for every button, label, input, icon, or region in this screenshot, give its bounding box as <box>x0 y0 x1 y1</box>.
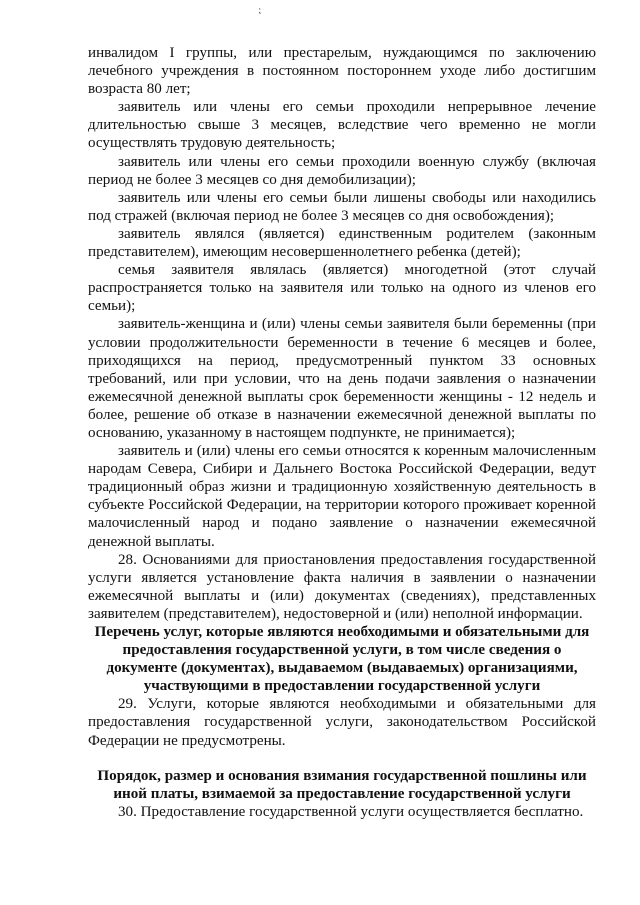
paragraph-single-parent: заявитель являлся (является) единственным родителем (законным представителем), имеющим несовершеннолетнего ребенка (детей); <box>88 225 596 261</box>
scan-speck: ⁏ <box>258 6 262 16</box>
paragraph-continuous-treatment: заявитель или члены его семьи проходили непрерывное лечение длительностью свыше 3 месяцев, вследствие чего временно не могли осуществлять трудовую деятельность; <box>88 99 596 152</box>
spacer <box>88 750 596 767</box>
document-body <box>88 44 596 821</box>
paragraph-large-family: семья заявителя являлась (является) многодетной (этот случай распространяется только на заявителя или только на одного из членов его семьи); <box>88 262 596 315</box>
paragraph-disabled-elderly: инвалидом I группы, или престарелым, нуждающимся по заключению лечебного учреждения в постоянном постороннем уходе либо достигшим возраста 80 лет; <box>88 45 596 98</box>
paragraph-28-suspension: 28. Основаниями для приостановления предоставления государственной услуги является установление факта наличия в заявлении о назначении ежемесячной выплаты и (или) документах (сведениях), представленных заявителем (представителем), недостоверной и (или) неполной информации. <box>88 551 596 622</box>
paragraph-military-service: заявитель или члены его семьи проходили военную службу (включая период не более 3 месяцев со дня демобилизации); <box>88 153 596 188</box>
paragraph-indigenous-peoples: заявитель и (или) члены его семьи относятся к коренным малочисленным народам Севера, Сибири и Дальнего Востока Российской Федерации, ведут традиционный образ жизни и традиционную хозяйственную деятельность в субъекте Российской Федерации, на территории которого проживает коренной малочисленный народ и подано заявление о назначении ежемесячной денежной выплаты. <box>88 443 596 550</box>
heading-required-services: Перечень услуг, которые являются необходимыми и обязательными для предоставления государственной услуги, в том числе сведения о документе (документах), выдаваемом (выдаваемых) организациями, участвующими в предоставлении государственной услуги <box>94 624 590 695</box>
paragraph-29-services: 29. Услуги, которые являются необходимыми и обязательными для предоставления государственной услуги, законодательством Российской Федерации не предусмотрены. <box>88 696 596 749</box>
paragraph-deprived-of-liberty: заявитель или члены его семьи были лишены свободы или находились под стражей (включая период не более 3 месяцев со дня освобождения); <box>88 189 596 224</box>
heading-fee-procedure: Порядок, размер и основания взимания государственной пошлины или иной платы, взимаемой за предоставление государственной услуги <box>97 767 587 802</box>
paragraph-30-free-of-charge: 30. Предоставление государственной услуги осуществляется бесплатно. <box>118 803 584 820</box>
paragraph-pregnancy: заявитель-женщина и (или) члены семьи заявителя были беременны (при условии продолжительности беременности в течение 6 месяцев и более, приходящихся на период, предусмотренный пунктом 33 основных требований, или при условии, что на день подачи заявления о назначении ежемесячной денежной выплаты срок беременности женщины - 12 недель и более, решение об отказе в назначении ежемесячной денежной выплаты по основанию, указанному в настоящем подпункте, не принимается); <box>88 316 596 441</box>
